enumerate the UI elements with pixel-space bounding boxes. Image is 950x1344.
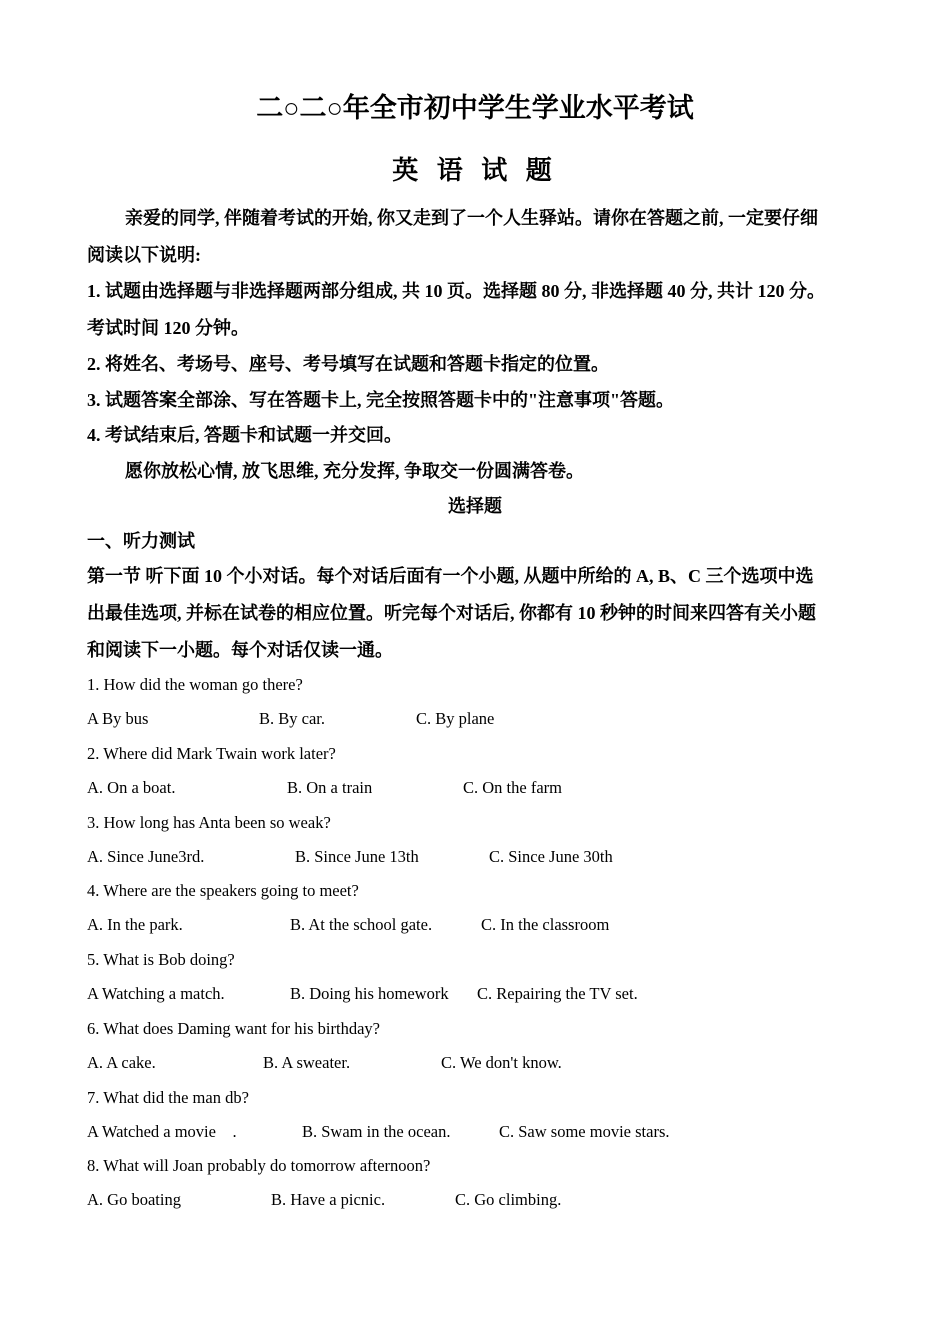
option-b: B. Swam in the ocean. bbox=[302, 1122, 451, 1141]
intro-line-1: 亲爱的同学, 伴随着考试的开始, 你又走到了一个人生驿站。请你在答题之前, 一定要仔细 bbox=[125, 208, 818, 228]
option-a: A. A cake. bbox=[87, 1053, 156, 1072]
question-stem: 5. What is Bob doing? bbox=[87, 950, 235, 969]
instruction-item-3: 3. 试题答案全部涂、写在答题卡上, 完全按照答题卡中的"注意事项"答题。 bbox=[87, 390, 674, 410]
exam-title: 二○二○年全市初中学生学业水平考试 bbox=[256, 93, 694, 123]
option-c: C. Repairing the TV set. bbox=[477, 984, 638, 1003]
option-b: B. Doing his homework bbox=[290, 984, 449, 1003]
directions-line-3: 和阅读下一小题。每个对话仅读一通。 bbox=[87, 640, 393, 660]
option-c: C. In the classroom bbox=[481, 915, 610, 934]
question-stem: 6. What does Daming want for his birthday? bbox=[87, 1019, 380, 1038]
option-a: A Watched a movie . bbox=[87, 1122, 237, 1141]
question-stem: 2. Where did Mark Twain work later? bbox=[87, 744, 336, 763]
question-stem: 1. How did the woman go there? bbox=[87, 675, 303, 694]
option-a: A. On a boat. bbox=[87, 778, 176, 797]
option-a: A. Go boating bbox=[87, 1190, 181, 1209]
exam-subtitle: 英 语 试 题 bbox=[392, 156, 558, 185]
question-stem: 8. What will Joan probably do tomorrow afternoon? bbox=[87, 1156, 431, 1175]
option-c: C. By plane bbox=[416, 709, 495, 728]
option-c: C. Since June 30th bbox=[489, 847, 613, 866]
question-stem: 3. How long has Anta been so weak? bbox=[87, 813, 331, 832]
part-title: 一、听力测试 bbox=[87, 531, 195, 551]
option-b: B. Since June 13th bbox=[295, 847, 419, 866]
wish-line: 愿你放松心情, 放飞思维, 充分发挥, 争取交一份圆满答卷。 bbox=[125, 461, 584, 481]
option-a: A. In the park. bbox=[87, 915, 183, 934]
option-c: C. On the farm bbox=[463, 778, 562, 797]
question-stem: 4. Where are the speakers going to meet? bbox=[87, 881, 359, 900]
section-label: 选择题 bbox=[448, 496, 502, 516]
instruction-item-1: 1. 试题由选择题与非选择题两部分组成, 共 10 页。选择题 80 分, 非选择题 40 分, 共计 120 分。 bbox=[87, 281, 825, 301]
option-b: B. By car. bbox=[259, 709, 325, 728]
option-c: C. Saw some movie stars. bbox=[499, 1122, 670, 1141]
option-a: A Watching a match. bbox=[87, 984, 225, 1003]
directions-line-1: 第一节 听下面 10 个小对话。每个对话后面有一个小题, 从题中所给的 A, B、C 三个选项中选 bbox=[87, 566, 814, 586]
directions-line-2: 出最佳选项, 并标在试卷的相应位置。听完每个对话后, 你都有 10 秒钟的时间来四答有关小题 bbox=[87, 603, 816, 623]
option-a: A By bus bbox=[87, 709, 149, 728]
option-b: B. At the school gate. bbox=[290, 915, 433, 934]
intro-line-2: 阅读以下说明: bbox=[87, 245, 201, 265]
option-b: B. On a train bbox=[287, 778, 373, 797]
instruction-item-2: 2. 将姓名、考场号、座号、考号填写在试题和答题卡指定的位置。 bbox=[87, 354, 609, 374]
option-c: C. Go climbing. bbox=[455, 1190, 562, 1209]
instruction-item-1-cont: 考试时间 120 分钟。 bbox=[87, 318, 249, 338]
option-b: B. A sweater. bbox=[263, 1053, 351, 1072]
instruction-item-4: 4. 考试结束后, 答题卡和试题一并交回。 bbox=[87, 425, 402, 445]
option-b: B. Have a picnic. bbox=[271, 1190, 386, 1209]
question-stem: 7. What did the man db? bbox=[87, 1088, 249, 1107]
option-a: A. Since June3rd. bbox=[87, 847, 205, 866]
option-c: C. We don't know. bbox=[441, 1053, 562, 1072]
